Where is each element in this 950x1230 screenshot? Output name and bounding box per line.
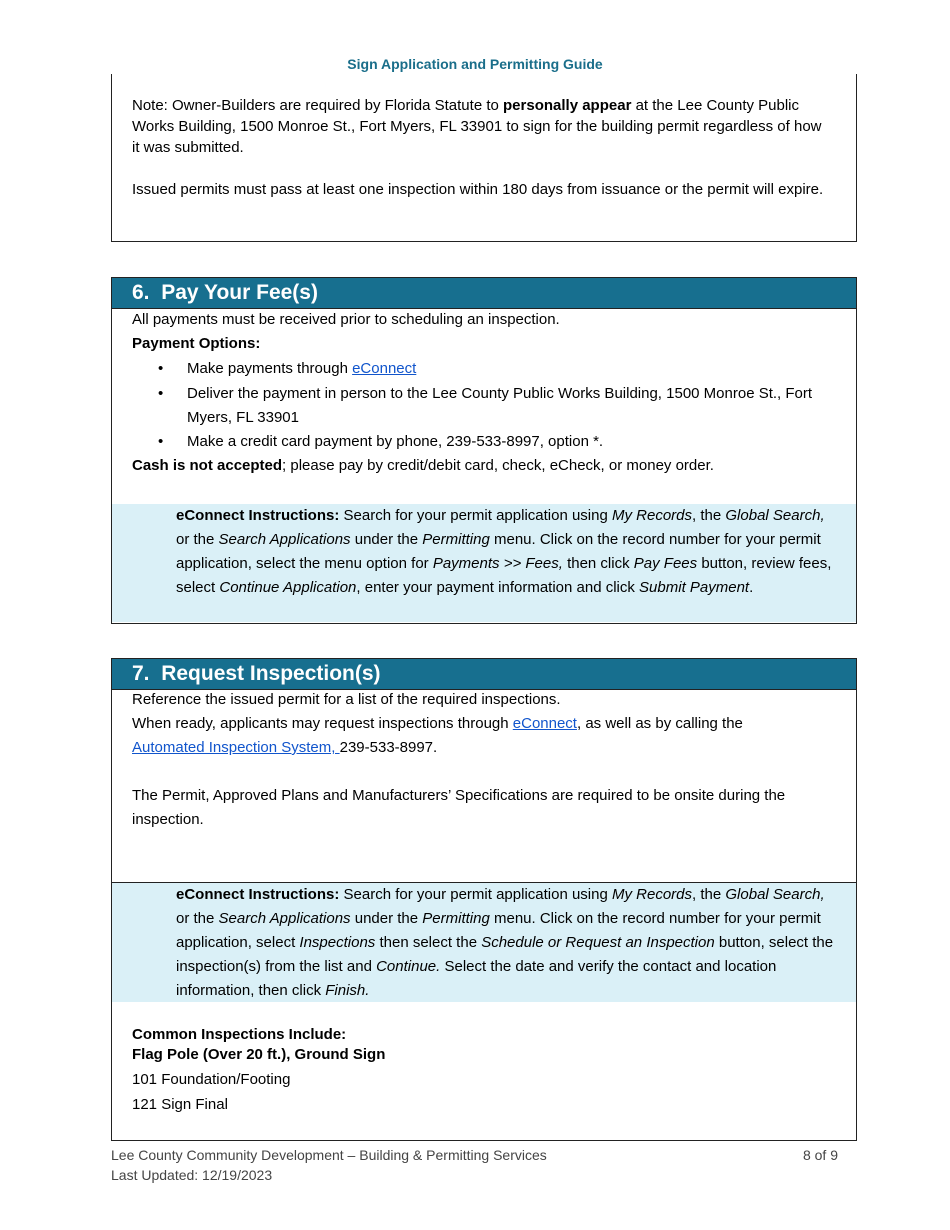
section-6-heading: [112, 278, 856, 309]
payment-options-heading: Payment Options:: [132, 335, 261, 352]
flag-pole-heading: Flag Pole (Over 20 ft.), Ground Sign: [132, 1046, 386, 1063]
bullet-text: Make payments through: [187, 360, 353, 377]
bullet-icon: •: [158, 433, 164, 450]
cash-text: ; please pay by credit/debit card, check, eCheck, or money order.: [282, 457, 714, 474]
instructions-label: eConnect Instructions:: [176, 507, 340, 524]
page-number: 8 of 9: [802, 1147, 838, 1163]
inspection-item: 121 Sign Final: [132, 1096, 228, 1113]
permit-expiry-note: Issued permits must pass at least one inspection within 180 days from issuance or the permit will expire.: [132, 181, 824, 198]
automated-inspection-line: [132, 736, 836, 760]
section-pay-fees: [111, 277, 857, 624]
payment-option-phone: Make a credit card payment by phone, 239-533-8997, option *.: [187, 433, 604, 450]
bullet-icon: •: [158, 385, 164, 402]
section-request-inspections: [111, 658, 857, 1141]
flag-pole-label: [132, 1045, 836, 1065]
note-emphasis: personally appear: [503, 97, 632, 114]
request-text: When ready, applicants may request inspections through: [132, 715, 513, 732]
section-7-title: Request Inspection(s): [161, 662, 381, 685]
section-6-title: Pay Your Fee(s): [161, 281, 318, 304]
payment-intro: All payments must be received prior to scheduling an inspection.: [132, 311, 560, 328]
note-text-rest: at the Lee County Public Works Building, 1500 Monroe St., Fort Myers, FL 33901 to sign for the building permit regardless of how it was submitted.: [132, 97, 822, 156]
footer-org: [111, 1147, 855, 1163]
phone-number: 239-533-8997.: [339, 739, 438, 756]
common-inspections-label: [132, 1025, 836, 1045]
owner-builder-note-box: [111, 74, 857, 242]
footer-updated: Last Updated: 12/19/2023: [111, 1167, 273, 1183]
instructions-label: eConnect Instructions:: [176, 886, 340, 903]
econnect-instructions-text: eConnect Instructions: Search for your permit application using My Records, the Global Search, or the Search Applications under the Permitting menu. Click on the record number for your permit application, select Inspections then select the Schedule or Request an Inspection button, select the inspection(s) from the list and Continue. Select the date and verify the contact and location information, then click Finish.: [176, 886, 834, 999]
cash-emphasis: Cash is not accepted: [132, 457, 283, 474]
onsite-requirement: The Permit, Approved Plans and Manufacturers’ Specifications are required to be onsite during the inspection.: [132, 787, 786, 828]
common-inspections-heading: Common Inspections Include:: [132, 1026, 347, 1043]
payment-option-in-person: Deliver the payment in person to the Lee County Public Works Building, 1500 Monroe St., Fort Myers, FL 33901: [187, 385, 813, 426]
cash-not-accepted: [132, 454, 836, 478]
owner-builder-note: [132, 95, 826, 158]
request-text-rest: , as well as by calling the: [576, 715, 743, 732]
section-7-heading: [112, 659, 856, 690]
inspection-item: 101 Foundation/Footing: [132, 1071, 291, 1088]
econnect-link[interactable]: eConnect: [352, 360, 417, 377]
automated-inspection-system-link[interactable]: Automated Inspection System,: [132, 739, 340, 756]
section-6-number: 6.: [132, 281, 150, 304]
note-text: Note: Owner-Builders are required by Florida Statute to: [132, 97, 504, 114]
document-header-title: Sign Application and Permitting Guide: [347, 56, 603, 72]
econnect-instructions-payment: [112, 504, 856, 622]
section-7-number: 7.: [132, 662, 150, 685]
bullet-icon: •: [158, 360, 164, 377]
econnect-instructions-inspection: [112, 882, 856, 1002]
payment-options-label: [132, 332, 836, 356]
inspection-reference: Reference the issued permit for a list of the required inspections.: [132, 691, 561, 708]
payment-option-econnect: [187, 357, 816, 381]
inspection-request-methods: [132, 712, 836, 736]
econnect-instructions-text: eConnect Instructions: Search for your permit application using My Records, the Global Search, or the Search Applications under the Permitting menu. Click on the record number for your permit application, select the menu option for Payments >> Fees, then click Pay Fees button, review fees, select Continue Application, enter your payment information and click Submit Payment.: [176, 507, 832, 596]
econnect-link[interactable]: eConnect: [512, 715, 577, 732]
footer-org-text: Lee County Community Development – Building & Permitting Services: [111, 1147, 547, 1163]
